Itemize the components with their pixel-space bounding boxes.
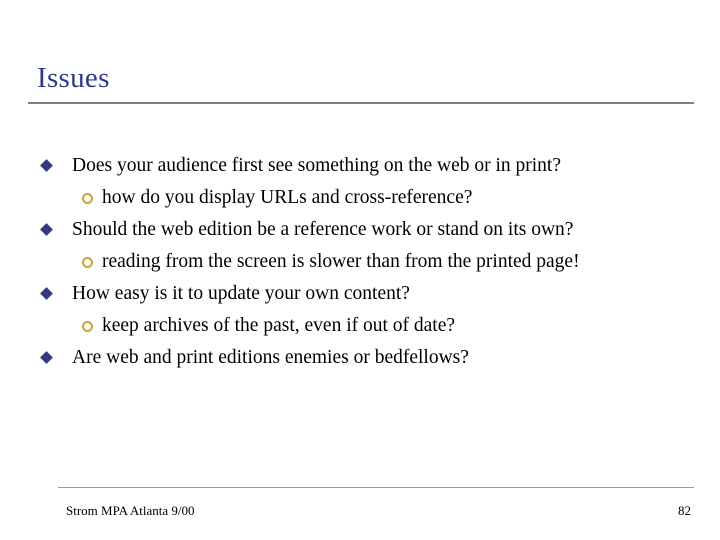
ring-bullet-icon — [82, 321, 93, 332]
sub-list — [72, 182, 580, 214]
diamond-bullet-icon — [40, 223, 53, 236]
sub-list — [72, 310, 580, 342]
bullet-text: Does your audience first see something on the web or in print? — [72, 155, 561, 176]
diamond-bullet-icon — [40, 287, 53, 300]
page-number: 82 — [678, 503, 691, 518]
slide-title: Issues — [37, 62, 110, 94]
sub-bullet-item-3 — [0, 310, 580, 342]
bullet-text: Should the web edition be a reference work or stand on its own? — [72, 219, 574, 240]
sub-bullet-text: keep archives of the past, even if out of date? — [102, 315, 456, 336]
ring-bullet-icon — [82, 257, 93, 268]
bullet-item-3 — [0, 278, 580, 342]
sub-bullet-text: how do you display URLs and cross-reference? — [102, 187, 473, 208]
sub-list — [72, 246, 580, 278]
diamond-bullet-icon — [40, 159, 53, 172]
ring-bullet-icon — [82, 193, 93, 204]
bullet-item-4 — [0, 342, 580, 374]
sub-bullet-item-1 — [0, 182, 580, 214]
footer-caption: Strom MPA Atlanta 9/00 — [66, 503, 195, 518]
bullet-text: How easy is it to update your own content? — [72, 283, 410, 304]
sub-bullet-item-2 — [0, 246, 580, 278]
bullet-item-1 — [0, 150, 580, 214]
sub-bullet-text: reading from the screen is slower than from the printed page! — [102, 251, 580, 272]
title-divider — [28, 102, 694, 104]
footer-divider — [58, 487, 694, 488]
diamond-bullet-icon — [40, 351, 53, 364]
bullet-item-2 — [0, 214, 580, 278]
bullet-text: Are web and print editions enemies or bedfellows? — [72, 347, 469, 368]
bullet-list — [0, 150, 580, 374]
